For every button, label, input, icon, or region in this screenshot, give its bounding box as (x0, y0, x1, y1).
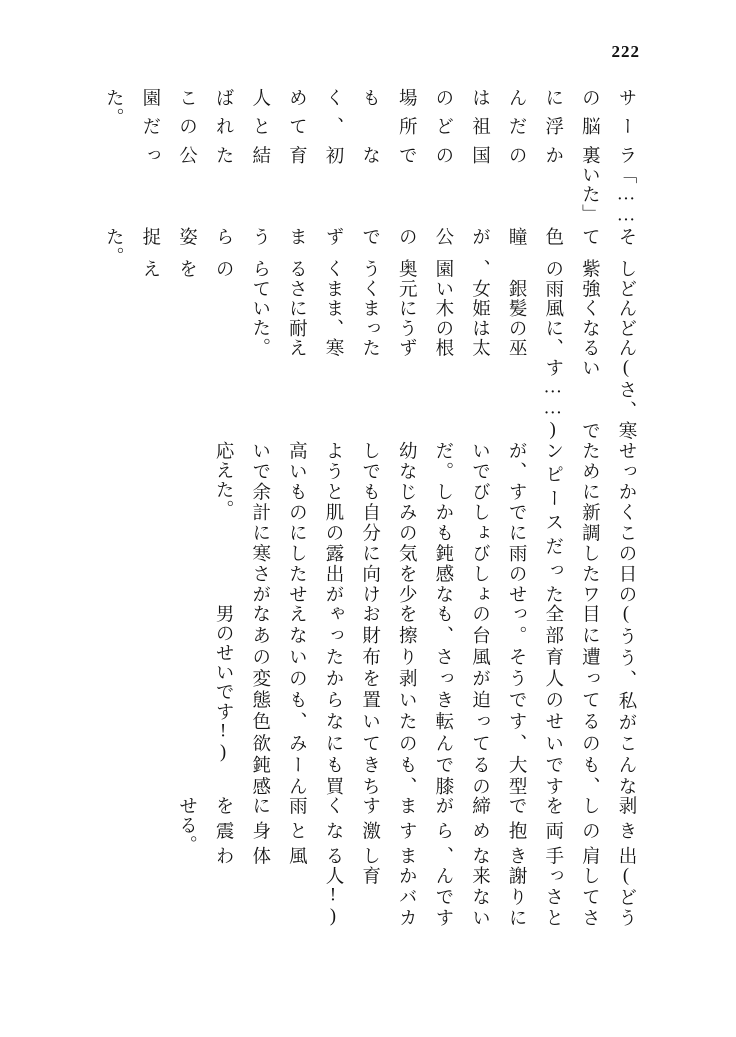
paragraph: 「……いた」 (579, 165, 636, 227)
paragraph: 剥き出しの肩を両手で抱き締めながら、ますます激しくなる雨と風に身体を震わせる。 (176, 796, 636, 867)
paragraph: せっかくこの日のために新調したワンピースだったが、すでに雨のせいでびしょびしょだ。しかも鈍感な幼なじみの気を少しでも自分に向けようと肌の露出が高いものにしたせいで余計に寒さが応えた。 (213, 440, 636, 604)
body-text (84, 88, 644, 928)
paragraph: (さ、寒いです……) (542, 357, 636, 441)
paragraph: サーラの脳裏に浮かんだのは祖国のどの場所でもなく、初めて育人と結ばれたこの公園だった。 (103, 88, 636, 166)
paragraph: (うう、私がこんな目に遭ってるのも、全部育人のせいですっ。そうです、大型の台風が迫ってるのも、さっき転んで膝を擦り剥いたのも、お財布を置いてきちゃったからなにも買えないのも、みーんなあの変態色欲鈍感男のせいです!) (213, 603, 636, 797)
page-number: 222 (611, 42, 640, 61)
paragraph: どんどん強くなる雨風に、銀髪の巫女姫は太い木の根元にうずくまったまま、寒さに耐えていた。 (249, 278, 636, 358)
paragraph: そして紫色の瞳が、公園の奥でうずくまるうららの姿を捉えた。 (103, 226, 636, 279)
paragraph: (どうしてさっさと謝りに来ないんですかバカ育人!) (323, 866, 636, 929)
